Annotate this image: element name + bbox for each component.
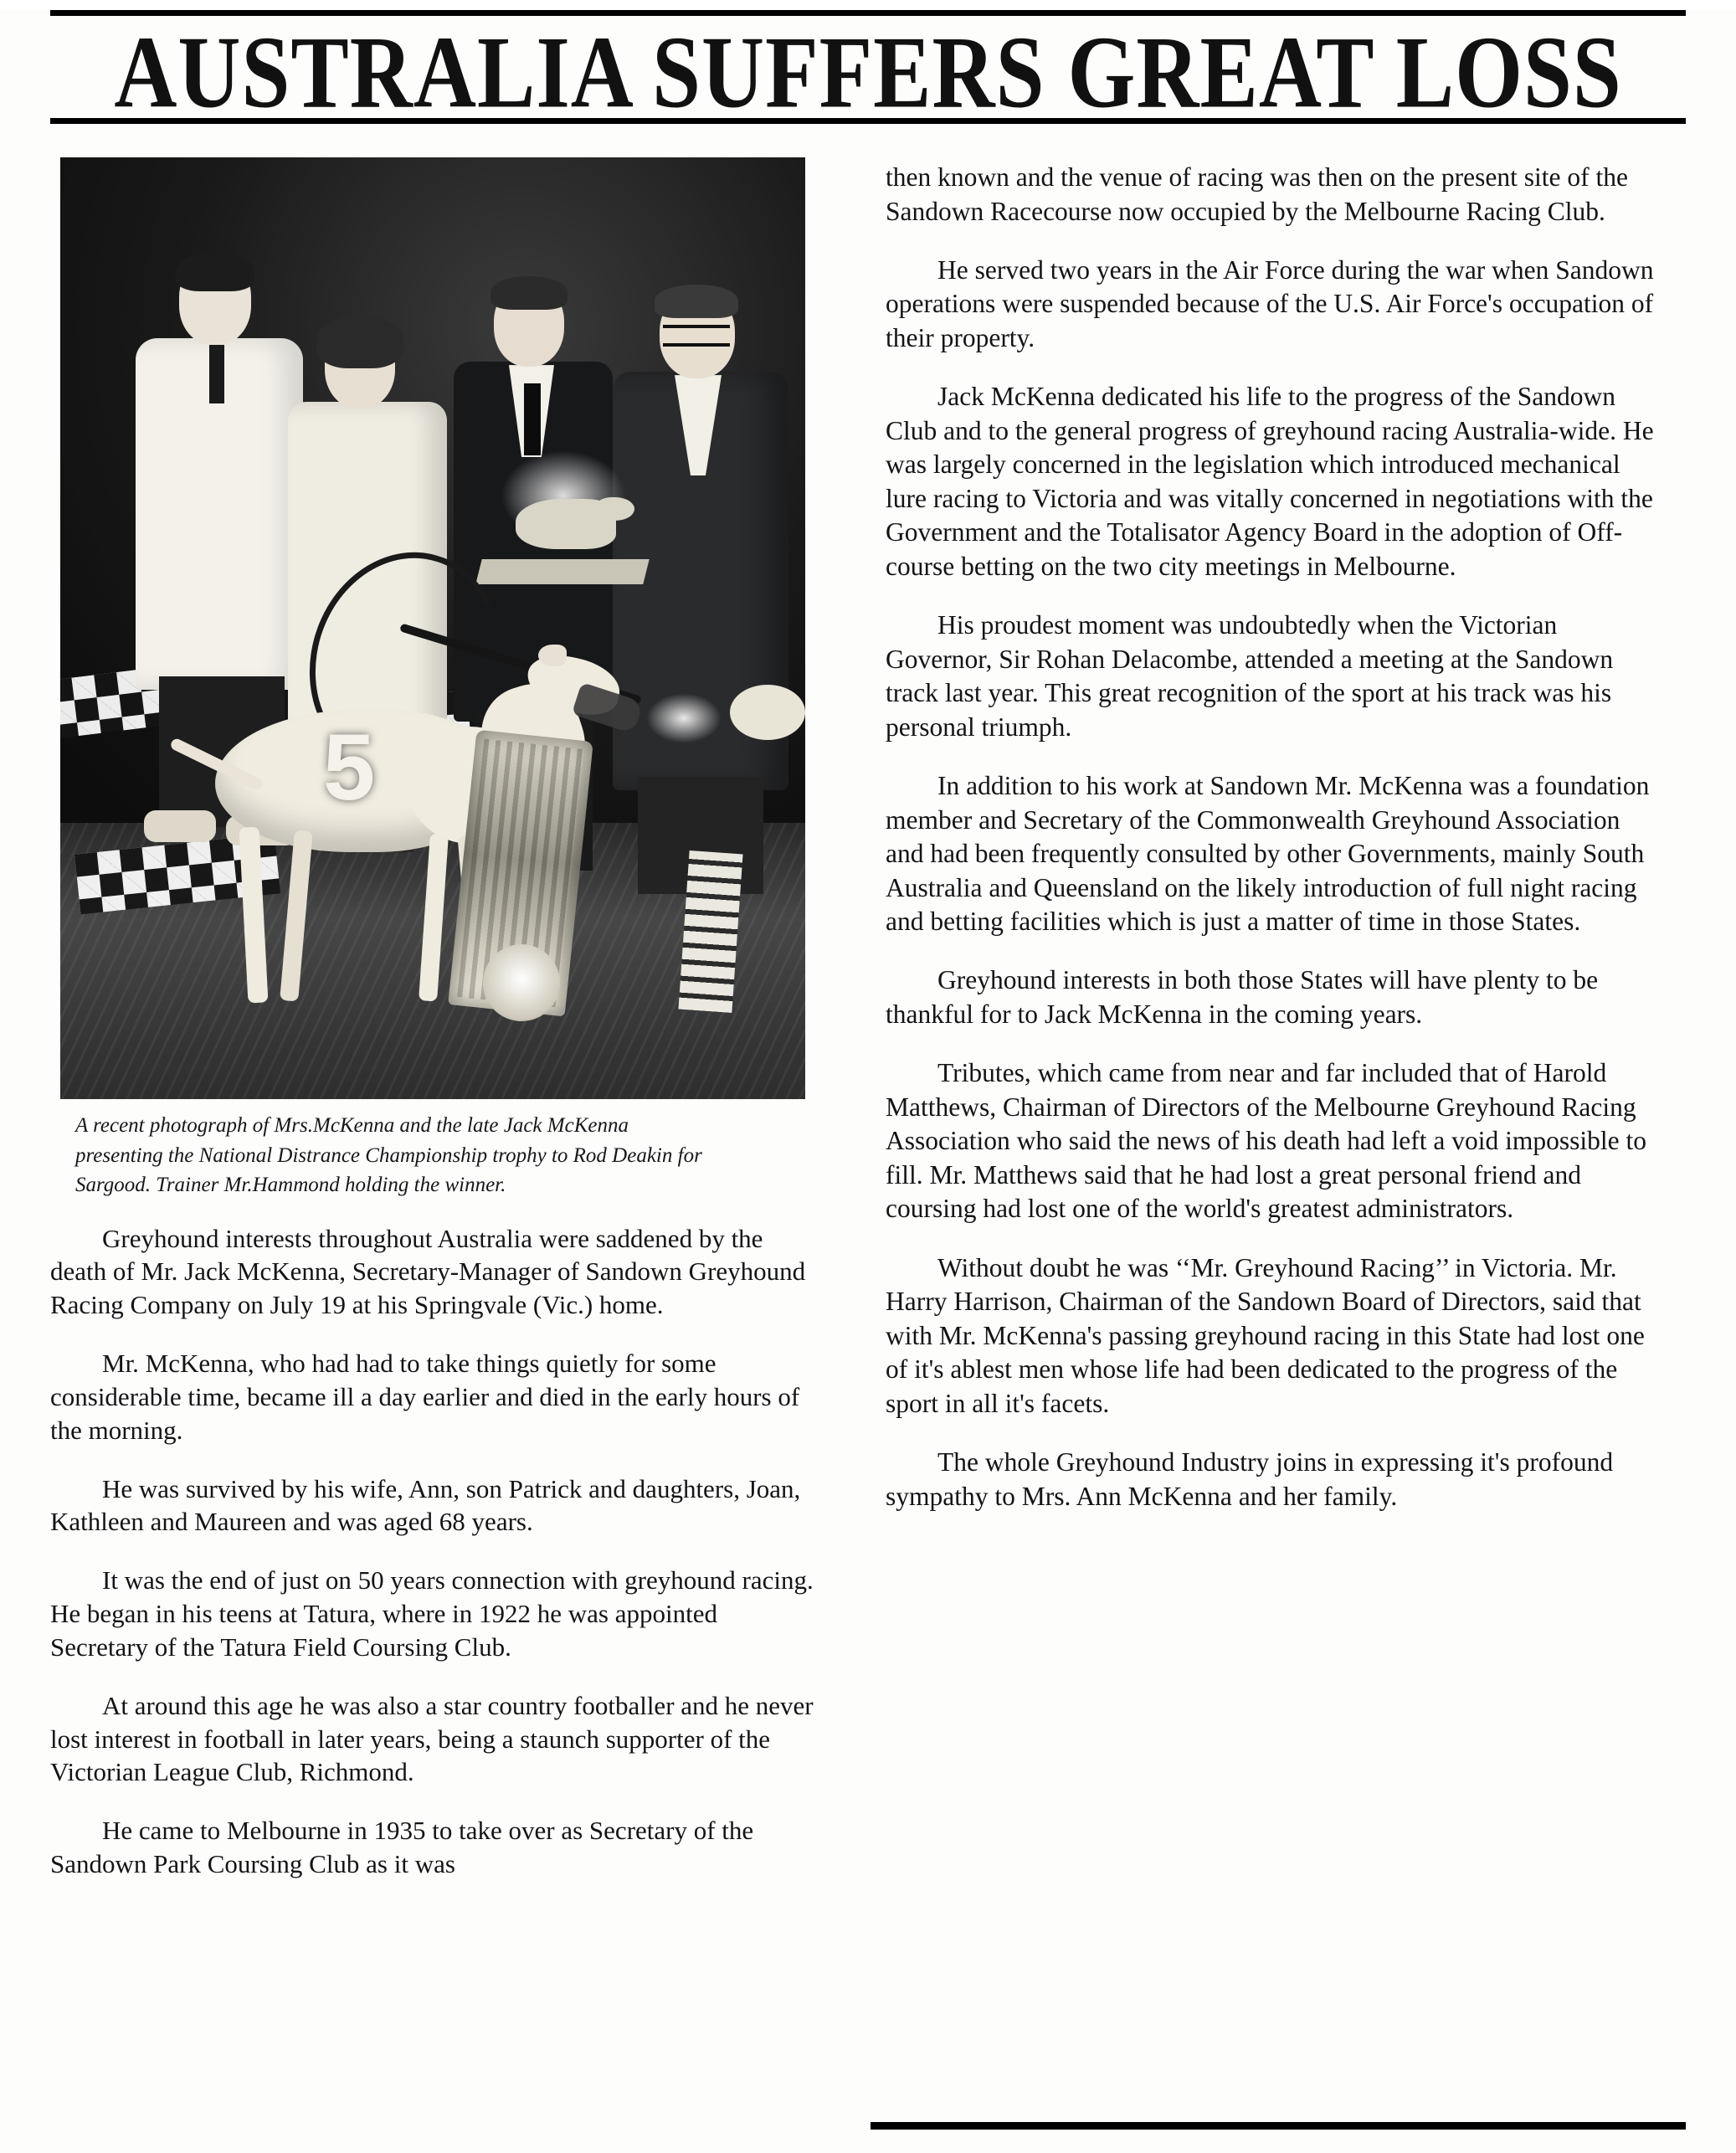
paragraph: Greyhound interests throughout Australia were saddened by the death of Mr. Jack McKenna, Secretary-Manager of Sandown Greyhound Racing Company on July 19 at his Springvale (Vic.) home. (50, 1223, 806, 1320)
spotlight-glare (646, 693, 722, 743)
paragraph: Tributes, which came from near and far included that of Harold Matthews, Chairman of Directors of the Melbourne Greyhound Racing Association who said the news of his death had left a void impossible to fill. Mr. Matthews said that he had lost a great personal friend and coursing had lost one of the world's greatest administrators. (886, 1058, 1646, 1224)
paragraph: then known and the venue of racing was then on the present site of the Sandown Racecourse now occupied by the Melbourne Racing Club. (886, 162, 1628, 226)
press-photograph (60, 157, 805, 1099)
paragraph: In addition to his work at Sandown Mr. McKenna was a foundation member and Secretary of the Commonwealth Greyhound Association and had been frequently consulted by other Governments, mainly South Australia and Queensland on the likely introduction of full night racing and betting facilities which is just a matter of time in those States. (886, 771, 1650, 936)
masthead (50, 10, 1686, 130)
paragraph: Greyhound interests in both those States will have plenty to be thankful for to Jack McKenna in the coming years. (886, 965, 1599, 1029)
paragraph: The whole Greyhound Industry joins in expressing it's profound sympathy to Mrs. Ann McKenna and her family. (886, 1447, 1614, 1511)
paragraph: Mr. McKenna, who had had to take things quietly for some considerable time, became ill a day earlier and died in the early hours of the morning. (50, 1349, 800, 1445)
paragraph: At around this age he was also a star country footballer and he never lost interest in football in later years, being a staunch supporter of the Victorian League Club, Richmond. (50, 1690, 814, 1787)
footer-rule (871, 2122, 1686, 2130)
rug-fringe (678, 850, 742, 1013)
glasses-icon (663, 325, 730, 347)
photo-figure (60, 157, 805, 1200)
paragraph: Jack McKenna dedicated his life to the progress of the Sandown Club and to the general progress of greyhound racing Australia-wide. He was largely concerned in the legislation which introduced mechanical lure racing to Victoria and was vitally concerned in negotiations with the Government and the Totalisator Agency Board in the adoption of Off-course betting on the two city meetings in Melbourne. (886, 382, 1654, 581)
paragraph: His proudest moment was undoubtedly when the Victorian Governor, Sir Rohan Delacombe, attended a meeting at the Sandown track last year. This great recognition of the sport at his track was his personal triumph. (886, 610, 1614, 742)
paragraph: It was the end of just on 50 years connection with greyhound racing. He began in his teens at Tatura, where in 1922 he was appointed Secretary of the Tatura Field Coursing Club. (50, 1565, 814, 1662)
left-column (50, 157, 820, 1906)
article-columns (50, 157, 1686, 1906)
page-title: AUSTRALIA SUFFERS GREAT LOSS (114, 16, 1622, 130)
right-column (886, 157, 1656, 1906)
paragraph: Without doubt he was ‘‘Mr. Greyhound Racing’’ in Victoria. Mr. Harry Harrison, Chairman of the Sandown Board of Directors, said that with Mr. McKenna's passing greyhound racing in this State had lost one of it's ablest men whose life had been dedicated to the progress of the sport in all it's facets. (886, 1252, 1645, 1418)
paragraph: He came to Melbourne in 1935 to take over as Secretary of the Sandown Park Coursing Club as it was (50, 1816, 754, 1878)
paragraph: He served two years in the Air Force during the war when Sandown operations were suspended because of the U.S. Air Force's occupation of their property. (886, 255, 1654, 352)
paragraph: He was survived by his wife, Ann, son Patrick and daughters, Joan, Kathleen and Maureen and was aged 68 years. (50, 1473, 801, 1537)
photo-caption: A recent photograph of Mrs.McKenna and the late Jack McKenna presenting the National Distrance Championship trophy to Rod Deakin for Sargood. Trainer Mr.Hammond holding the winner. (75, 1114, 702, 1197)
article-page (0, 10, 1736, 2153)
rug-number: 5 (322, 715, 376, 820)
trophy (479, 450, 646, 601)
